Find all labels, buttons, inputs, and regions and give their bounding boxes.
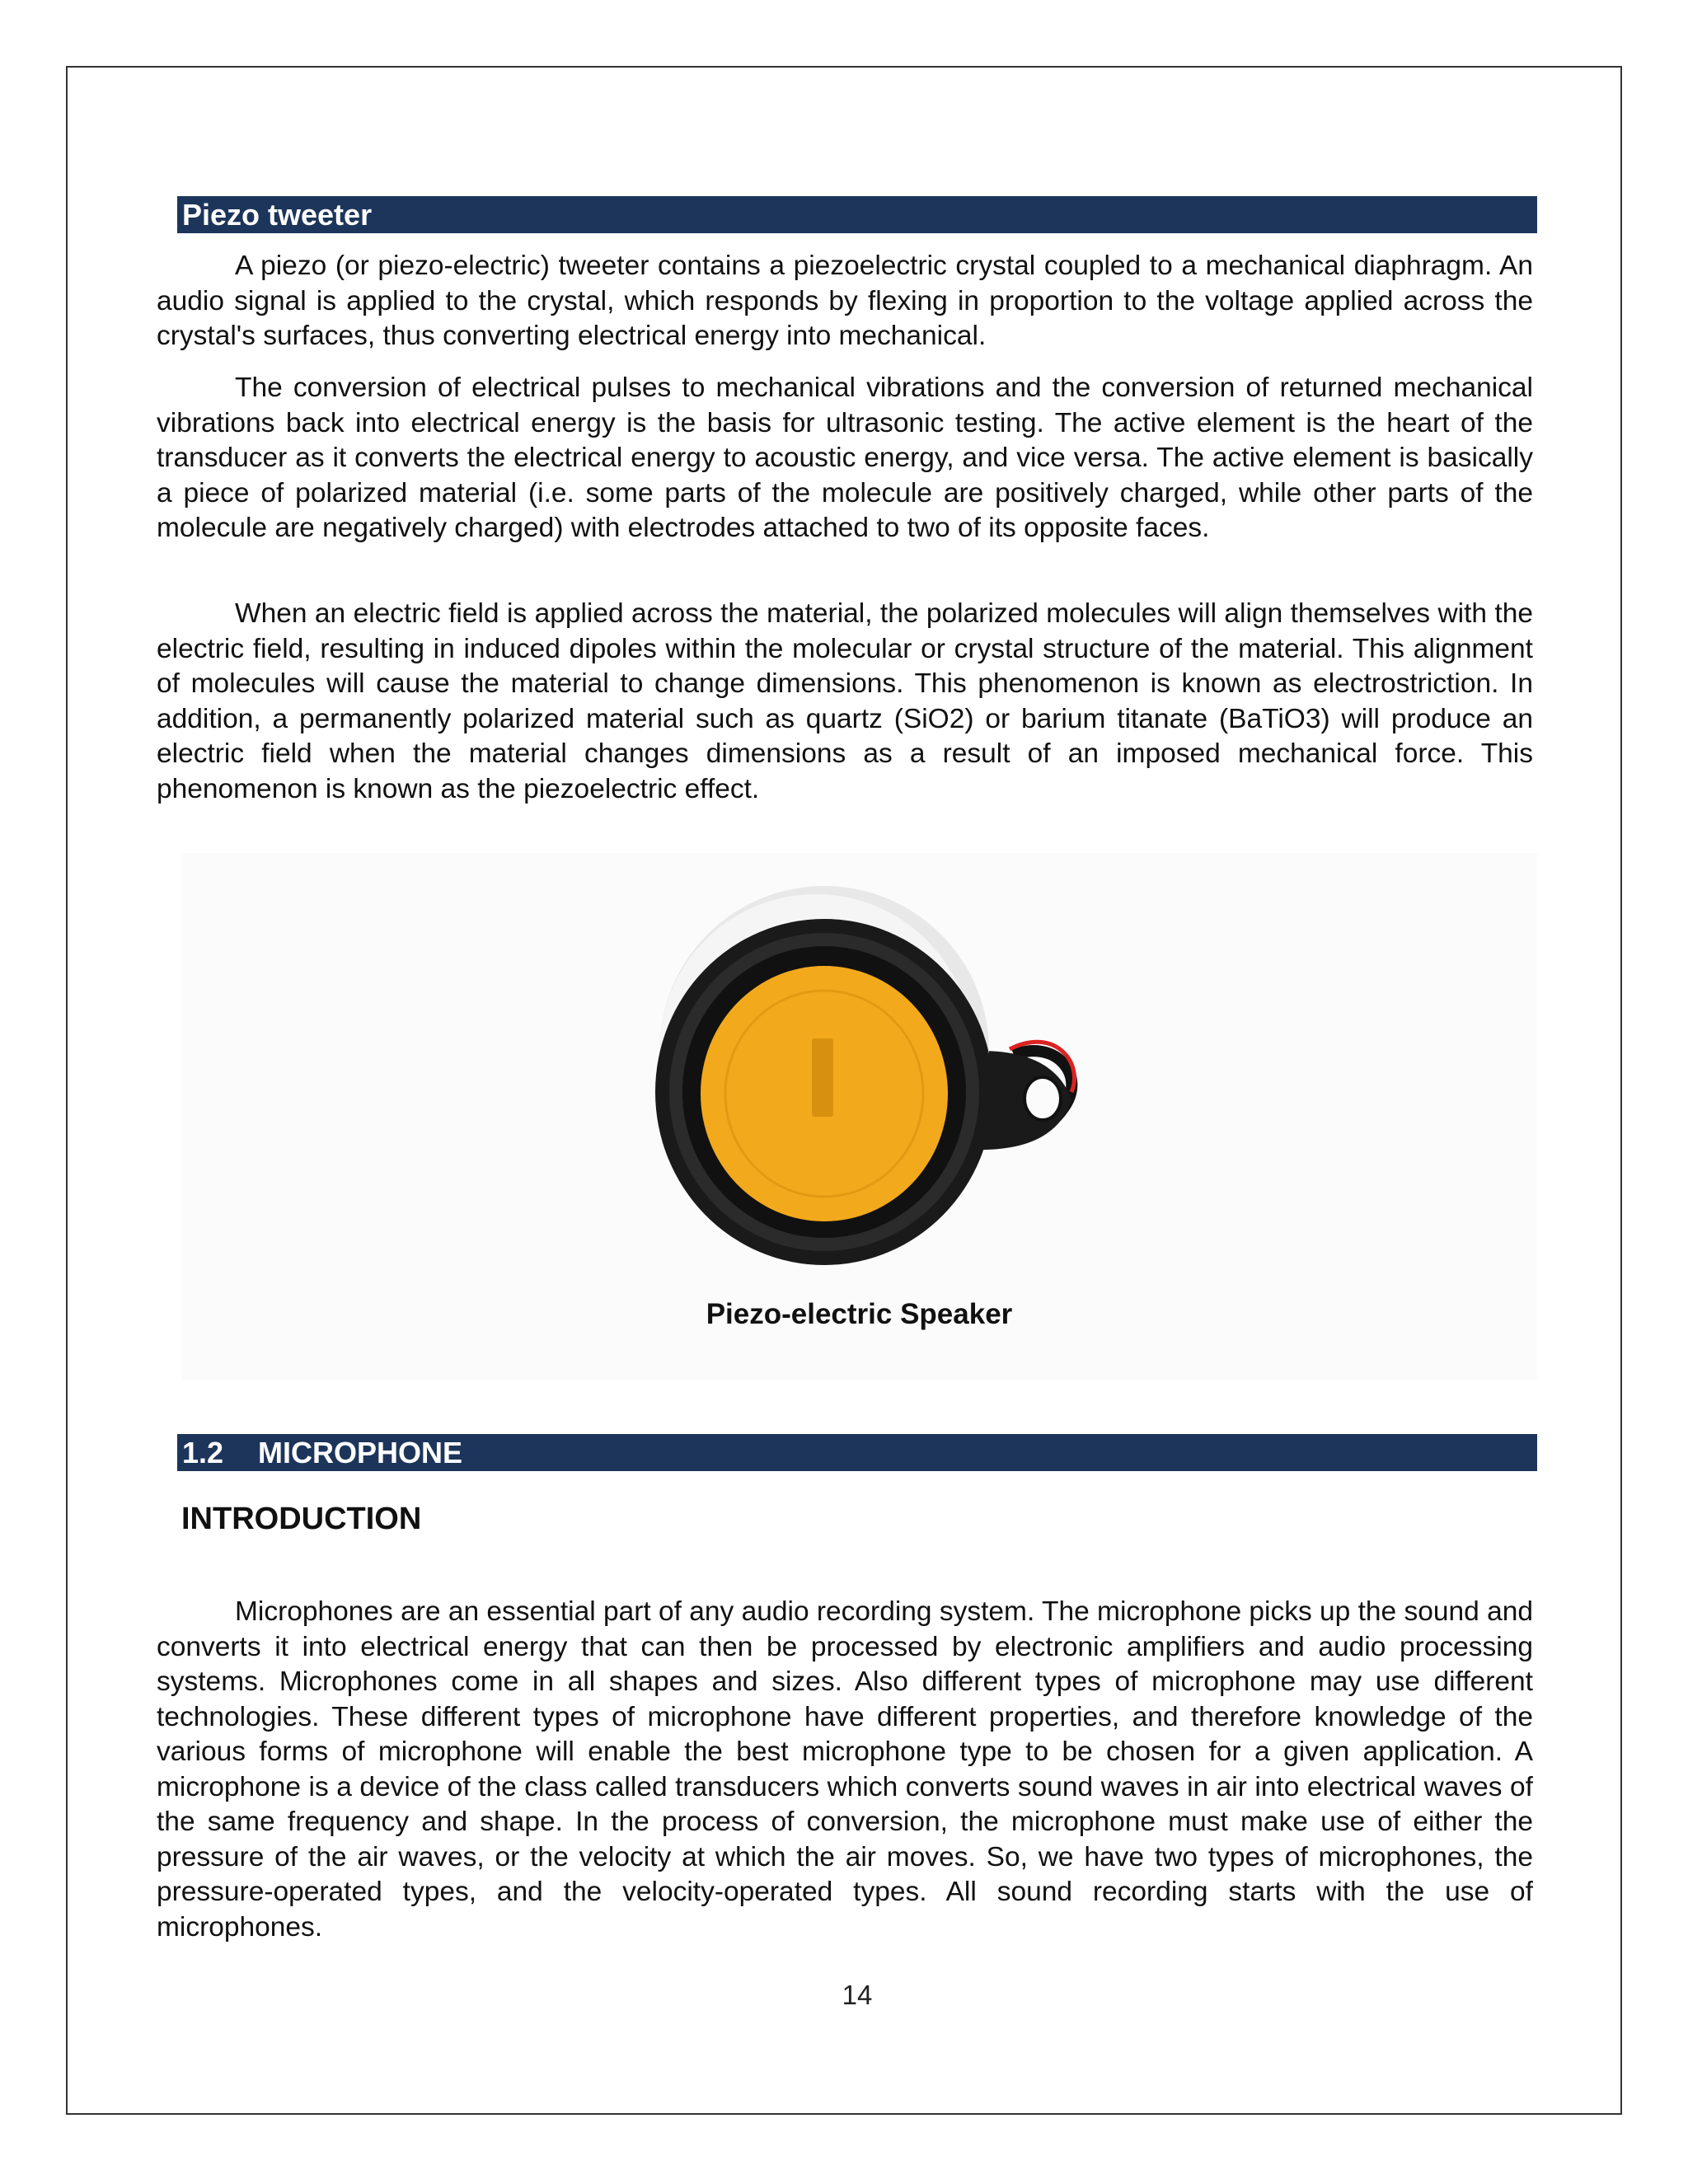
section-number: 1.2 — [182, 1436, 224, 1469]
paragraph-piezo-intro: A piezo (or piezo-electric) tweeter contains a piezoelectric crystal coupled to a mechanical diaphragm. An audio signal is applied to the crystal, which responds by flexing in proportion to the voltage applied across the crystal's surfaces, thus converting electrical energy into mechanical. — [157, 251, 1533, 351]
paragraph-microphone-intro: Microphones are an essential part of any audio recording system. The microphone picks up the sound and converts it into electrical energy that can then be processed by electronic amplifiers and audio processing systems. Microphones come in all shapes and sizes. Also different types of microphone may use different technologies. These different types of microphone have different properties, and therefore knowledge of the various forms of microphone will enable the best microphone type to be chosen for a given application. A microphone is a device of the class called transducers which converts sound waves in air into electrical waves of the same frequency and shape. In the process of conversion, the microphone must make use of either the pressure of the air waves, or the velocity at which the air moves. So, we have two types of microphones, the pressure-operated types, and the velocity-operated types. All sound recording starts with the use of microphones. — [157, 1596, 1533, 1943]
figure-piezo-speaker — [181, 853, 1537, 1380]
paragraph-conversion: The conversion of electrical pulses to mechanical vibrations and the conversion of returned mechanical vibrations back into electrical energy is the basis for ultrasonic testing. The active element is the heart of the transducer as it converts the electrical energy to acoustic energy, and vice versa. The active element is basically a piece of polarized material (i.e. some parts of the molecule are positively charged, while other parts of the molecule are negatively charged) with electrodes attached to two of its opposite faces. — [157, 373, 1533, 543]
page-number: 14 — [842, 1980, 873, 2010]
piezo-speaker-image — [626, 886, 1104, 1282]
subheading-introduction: INTRODUCTION — [181, 1502, 422, 1536]
figure-caption: Piezo-electric Speaker — [706, 1298, 1013, 1330]
section-title: Piezo tweeter — [182, 198, 373, 232]
section-title: MICROPHONE — [258, 1436, 463, 1469]
section-header-microphone — [177, 1434, 1537, 1471]
section-header-piezo-tweeter — [177, 196, 1537, 233]
paragraph-electric-field: When an electric field is applied across the material, the polarized molecules will align themselves with the electric field, resulting in induced dipoles within the molecular or crystal structure of the material. This alignment of molecules will cause the material to change dimensions. This phenomenon is known as electrostriction. In addition, a permanently polarized material such as quartz (SiO2) or barium titanate (BaTiO3) will produce an electric field when the material changes dimensions as a result of an imposed mechanical force. This phenomenon is known as the piezoelectric effect. — [157, 598, 1533, 804]
